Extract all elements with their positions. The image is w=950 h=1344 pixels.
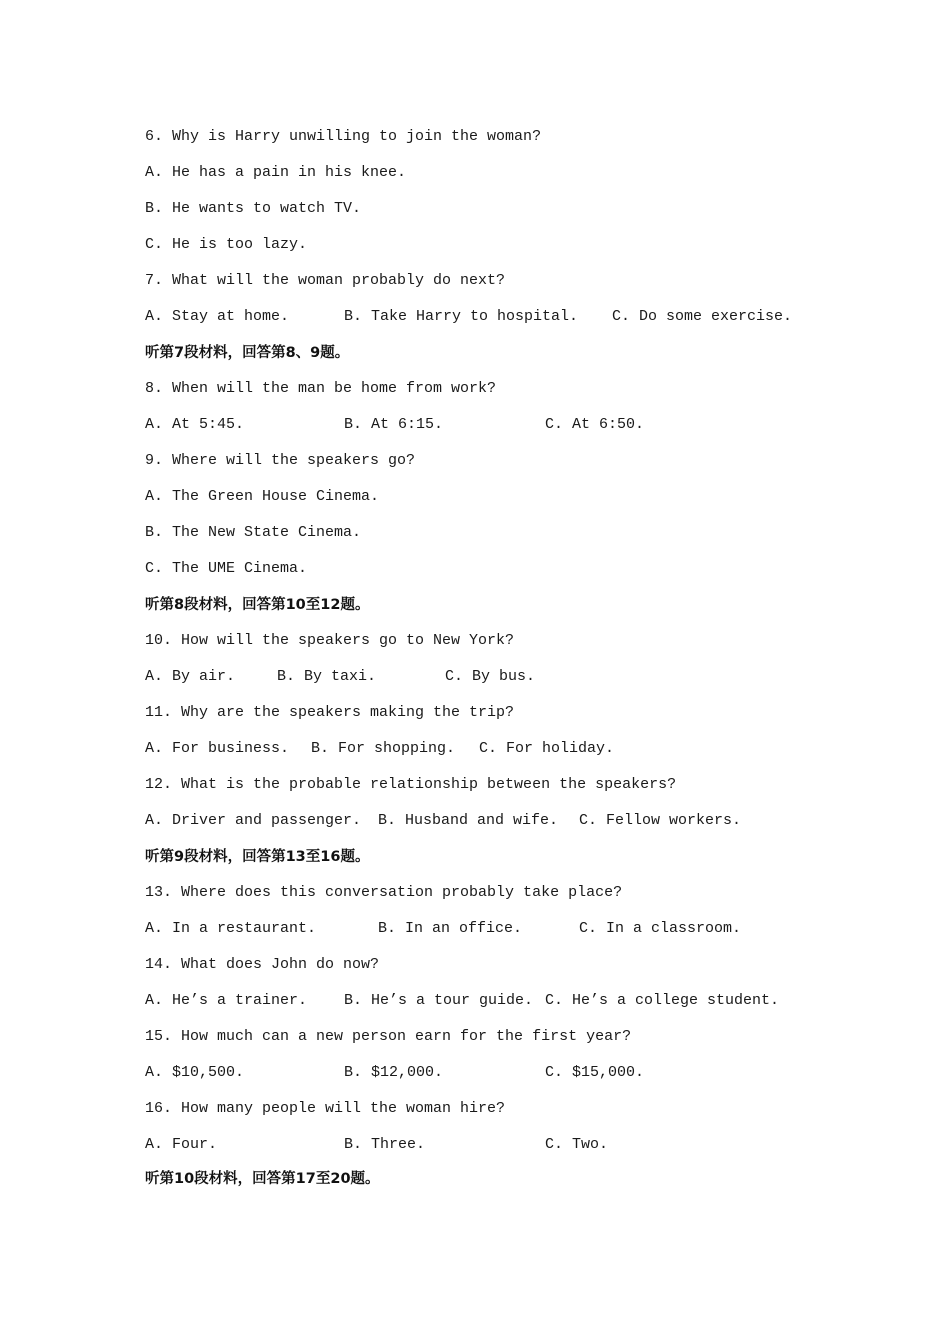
option-12a: A. Driver and passenger. [145, 812, 362, 829]
question-10: 10. How will the speakers go to New York? [145, 632, 515, 649]
option-16a: A. Four. [145, 1136, 218, 1153]
option-10a: A. By air. [145, 668, 236, 685]
option-7c: C. Do some exercise. [612, 308, 793, 325]
option-16b: B. Three. [344, 1136, 426, 1153]
question-8: 8. When will the man be home from work? [145, 380, 497, 397]
question-7: 7. What will the woman probably do next? [145, 272, 506, 289]
option-12c: C. Fellow workers. [579, 812, 742, 829]
option-10c: C. By bus. [445, 668, 536, 685]
option-6b: B. He wants to watch TV. [145, 200, 362, 217]
option-6c: C. He is too lazy. [145, 236, 308, 253]
option-15a: A. $10,500. [145, 1064, 245, 1081]
option-13c: C. In a classroom. [579, 920, 742, 937]
option-14b: B. He’s a tour guide. [344, 992, 534, 1009]
option-9a: A. The Green House Cinema. [145, 488, 380, 505]
question-14: 14. What does John do now? [145, 956, 380, 973]
option-15c: C. $15,000. [545, 1064, 645, 1081]
option-12b: B. Husband and wife. [378, 812, 559, 829]
option-10b: B. By taxi. [277, 668, 377, 685]
question-12: 12. What is the probable relationship between the speakers? [145, 776, 677, 793]
option-11c: C. For holiday. [479, 740, 615, 757]
section-heading-10: 听第10段材料，回答第17至20题。 [145, 1171, 380, 1187]
option-7b: B. Take Harry to hospital. [344, 308, 579, 325]
option-11b: B. For shopping. [311, 740, 456, 757]
option-15b: B. $12,000. [344, 1064, 444, 1081]
section-heading-8: 听第8段材料，回答第10至12题。 [145, 597, 370, 613]
question-16: 16. How many people will the woman hire? [145, 1100, 506, 1117]
option-8c: C. At 6:50. [545, 416, 645, 433]
option-11a: A. For business. [145, 740, 290, 757]
option-7a: A. Stay at home. [145, 308, 290, 325]
option-14c: C. He’s a college student. [545, 992, 780, 1009]
section-heading-7: 听第7段材料，回答第8、9题。 [145, 345, 350, 361]
option-8b: B. At 6:15. [344, 416, 444, 433]
option-16c: C. Two. [545, 1136, 609, 1153]
question-6: 6. Why is Harry unwilling to join the woman? [145, 128, 542, 145]
option-13b: B. In an office. [378, 920, 523, 937]
option-13a: A. In a restaurant. [145, 920, 317, 937]
option-9c: C. The UME Cinema. [145, 560, 308, 577]
question-15: 15. How much can a new person earn for the first year? [145, 1028, 632, 1045]
option-8a: A. At 5:45. [145, 416, 245, 433]
option-6a: A. He has a pain in his knee. [145, 164, 407, 181]
question-11: 11. Why are the speakers making the trip? [145, 704, 515, 721]
option-14a: A. He’s a trainer. [145, 992, 308, 1009]
question-9: 9. Where will the speakers go? [145, 452, 416, 469]
section-heading-9: 听第9段材料，回答第13至16题。 [145, 849, 370, 865]
option-9b: B. The New State Cinema. [145, 524, 362, 541]
question-13: 13. Where does this conversation probably take place? [145, 884, 623, 901]
